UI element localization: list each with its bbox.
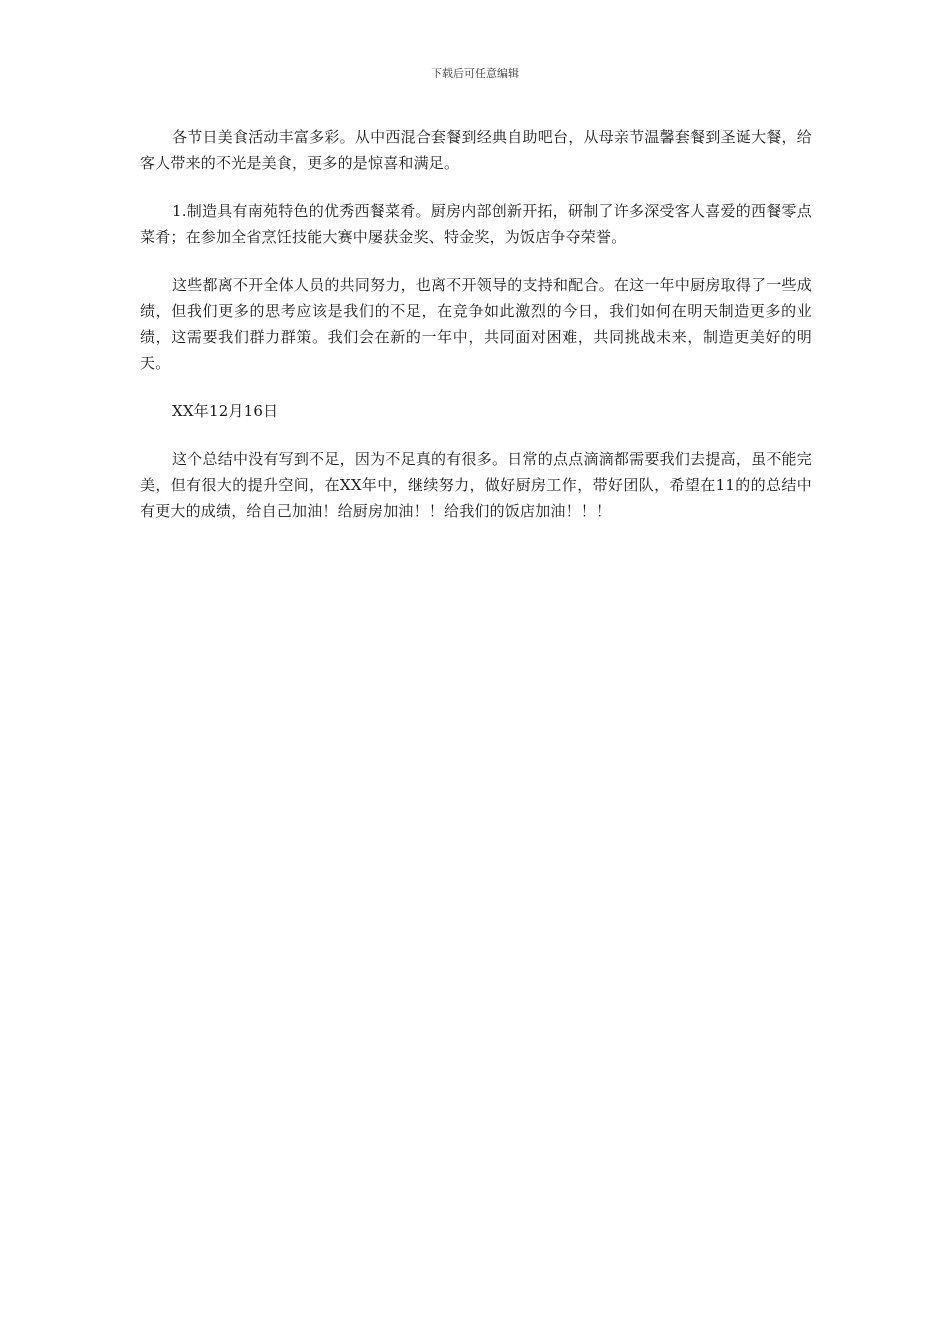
paragraph-date: XX年12月16日 bbox=[172, 402, 279, 420]
paragraph-western-cuisine: 1.制造具有南苑特色的优秀西餐菜肴。厨房内部创新开拓，研制了许多深受客人喜爱的西餐零点菜肴；在参加全省烹饪技能大赛中屡获金奖、特金奖，为饭店争夺荣誉。 bbox=[140, 202, 812, 246]
header-note: 下载后可任意编辑 bbox=[431, 67, 519, 80]
paragraph-holiday-events: 各节日美食活动丰富多彩。从中西混合套餐到经典自助吧台，从母亲节温馨套餐到圣诞大餐，给客人带来的不光是美食，更多的是惊喜和满足。 bbox=[140, 128, 812, 172]
paragraph-teamwork: 这些都离不开全体人员的共同努力，也离不开领导的支持和配合。在这一年中厨房取得了一些成绩，但我们更多的思考应该是我们的不足，在竞争如此激烈的今日，我们如何在明天制造更多的业绩，这需要我们群力群策。我们会在新的一年中，共同面对困难，共同挑战未来，制造更美好的明天。 bbox=[140, 276, 812, 372]
paragraph-shortcomings: 这个总结中没有写到不足，因为不足真的有很多。日常的点点滴滴都需要我们去提高，虽不能完美，但有很大的提升空间，在XX年中，继续努力，做好厨房工作，带好团队，希望在11的的总结中有更大的成绩，给自己加油！给厨房加油！！给我们的饭店加油！！！ bbox=[140, 450, 812, 520]
document-body bbox=[140, 124, 812, 546]
